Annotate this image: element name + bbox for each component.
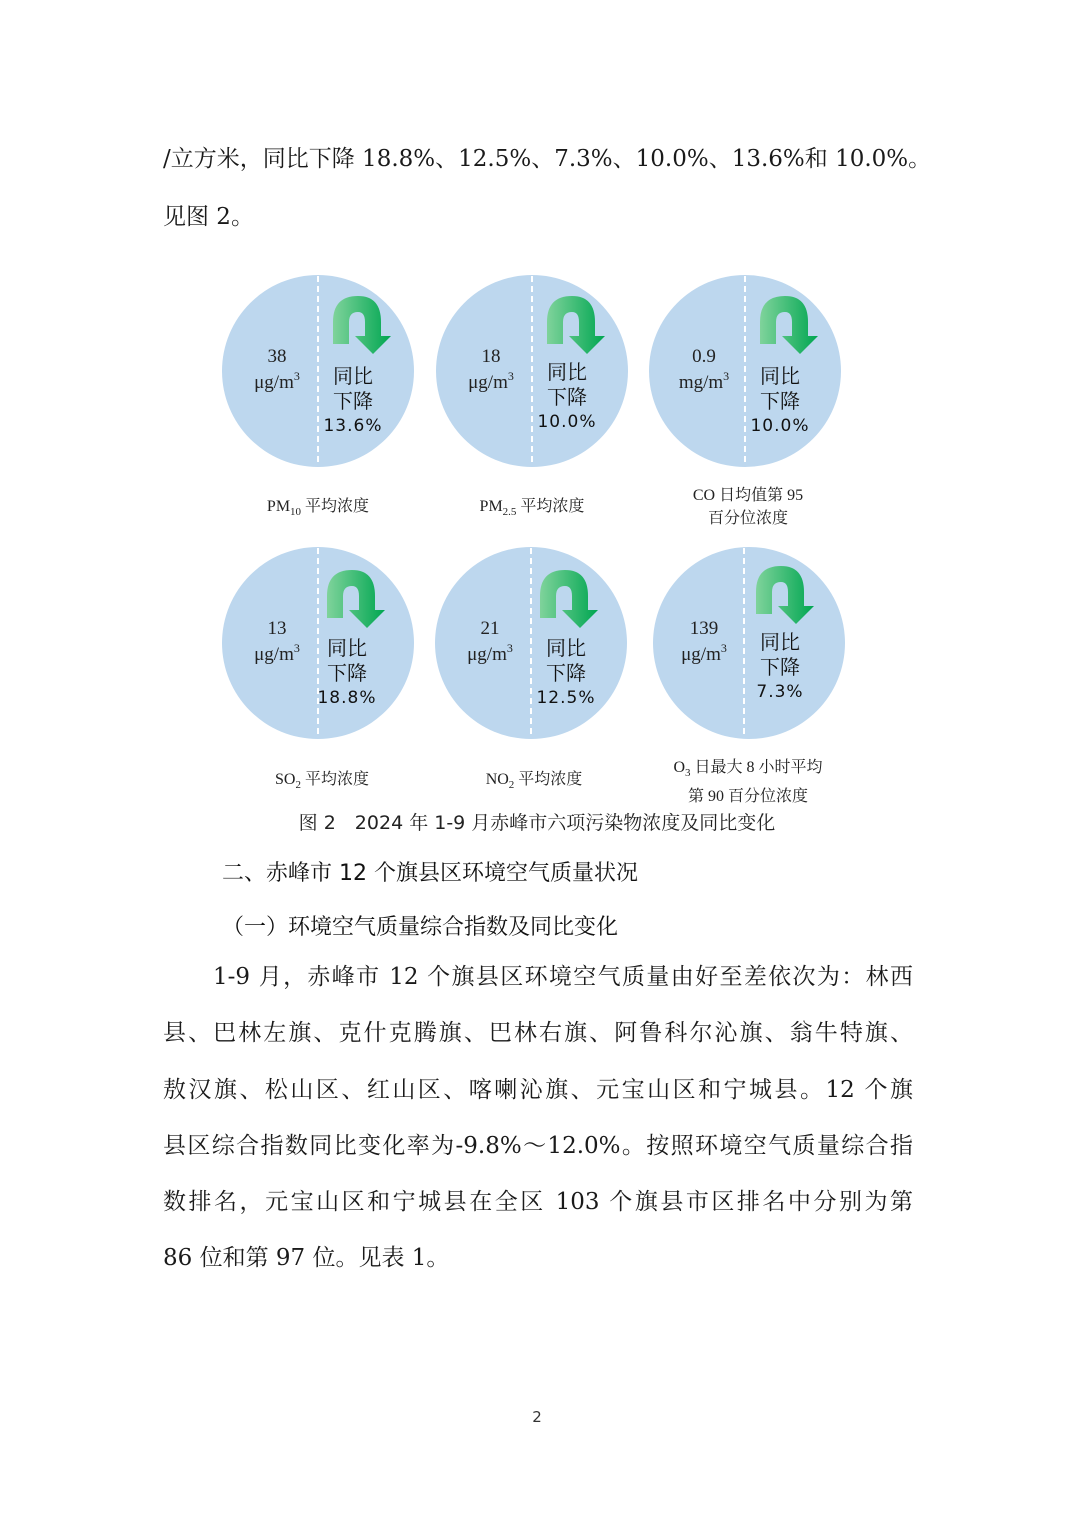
change-label-1: 同比 [760, 364, 800, 388]
unit-exponent: 3 [293, 369, 300, 383]
unit-exponent: 3 [506, 641, 513, 655]
indicator-value: 38 [267, 346, 287, 367]
unit-exponent: 3 [293, 641, 300, 655]
change-block [744, 630, 816, 705]
body-line: 86 位和第 97 位。见表 1。 [163, 1245, 450, 1271]
figure-caption: 图 2 2024 年 1-9 月赤峰市六项污染物浓度及同比变化 [298, 812, 776, 834]
change-percent: 10.0% [750, 416, 810, 436]
change-label-2: 下降 [546, 661, 586, 685]
indicator-caption: $PM_{10}$ 平均浓度 [266, 498, 370, 519]
indicator-value-block [243, 616, 311, 668]
indicator-unit: μg/m [254, 644, 294, 665]
indicator-unit: mg/m [678, 372, 724, 393]
change-label-2: 下降 [327, 661, 367, 685]
indicator-value-block [457, 344, 525, 396]
indicator-value-block [670, 344, 738, 396]
indicator-caption: $SO_2$ 平均浓度 [275, 771, 369, 792]
change-label-1: 同比 [327, 636, 367, 660]
indicator-unit: μg/m [467, 644, 507, 665]
change-label-2: 下降 [760, 655, 800, 679]
indicator-unit: μg/m [254, 372, 294, 393]
subsection-heading: （一）环境空气质量综合指数及同比变化 [222, 915, 619, 940]
indicator-no2 [434, 546, 628, 740]
change-label-1: 同比 [333, 364, 373, 388]
change-label-2: 下降 [760, 389, 800, 413]
intro-line-1: /立方米，同比下降 18.8%、12.5%、7.3%、10.0%、13.6%和 10.0%。 [163, 146, 932, 172]
change-label-1: 同比 [547, 360, 587, 384]
body-line: 1-9 月，赤峰市 12 个旗县区环境空气质量由好至差依次为：林西 [213, 964, 913, 990]
indicator-value-block [243, 344, 311, 396]
indicator-value: 139 [689, 618, 719, 639]
change-block [744, 364, 816, 439]
indicator-pm10 [221, 274, 415, 468]
change-block [530, 636, 602, 711]
change-block [317, 364, 389, 439]
indicator-o3 [652, 546, 846, 740]
indicator-value: 13 [267, 618, 287, 639]
change-percent: 12.5% [536, 688, 596, 708]
change-percent: 7.3% [756, 682, 804, 702]
body-line: 数排名，元宝山区和宁城县在全区 103 个旗县市区排名中分别为第 [163, 1189, 913, 1215]
indicator-unit: μg/m [468, 372, 508, 393]
unit-exponent: 3 [507, 369, 514, 383]
unit-exponent: 3 [723, 369, 730, 383]
unit-exponent: 3 [720, 641, 727, 655]
indicator-value: 21 [480, 618, 500, 639]
body-line: 县、巴林左旗、克什克腾旗、巴林右旗、阿鲁科尔沁旗、翁牛特旗、 [163, 1020, 913, 1046]
change-label-1: 同比 [546, 636, 586, 660]
change-label-2: 下降 [547, 385, 587, 409]
body-line: 县区综合指数同比变化率为-9.8%～12.0%。按照环境空气质量综合指 [163, 1133, 913, 1159]
indicator-caption: $NO_2$ 平均浓度 [485, 771, 583, 792]
change-percent: 13.6% [323, 416, 383, 436]
indicator-pm25 [435, 274, 629, 468]
change-label-1: 同比 [760, 630, 800, 654]
indicator-so2 [221, 546, 415, 740]
indicator-value-block [456, 616, 524, 668]
indicator-caption: $PM_{2.5}$ 平均浓度 [479, 498, 585, 519]
indicator-value: 18 [481, 346, 501, 367]
change-block [531, 360, 603, 435]
change-label-2: 下降 [333, 389, 373, 413]
indicator-caption: $O_3$ 日最大 8 小时平均 第 90 百分位浓度 [673, 759, 823, 806]
intro-line-2: 见图 2。 [163, 204, 254, 230]
indicator-unit: μg/m [681, 644, 721, 665]
indicator-caption: CO 日均值第 95 百分位浓度 [692, 487, 804, 527]
page-number: 2 [532, 1408, 542, 1426]
body-line: 敖汉旗、松山区、红山区、喀喇沁旗、元宝山区和宁城县。12 个旗 [163, 1077, 913, 1103]
change-percent: 18.8% [317, 688, 377, 708]
indicator-value: 0.9 [692, 346, 716, 367]
change-percent: 10.0% [537, 412, 597, 432]
indicator-co [648, 274, 842, 468]
indicator-value-block [670, 616, 738, 668]
change-block [311, 636, 383, 711]
section-heading: 二、赤峰市 12 个旗县区环境空气质量状况 [222, 861, 638, 886]
